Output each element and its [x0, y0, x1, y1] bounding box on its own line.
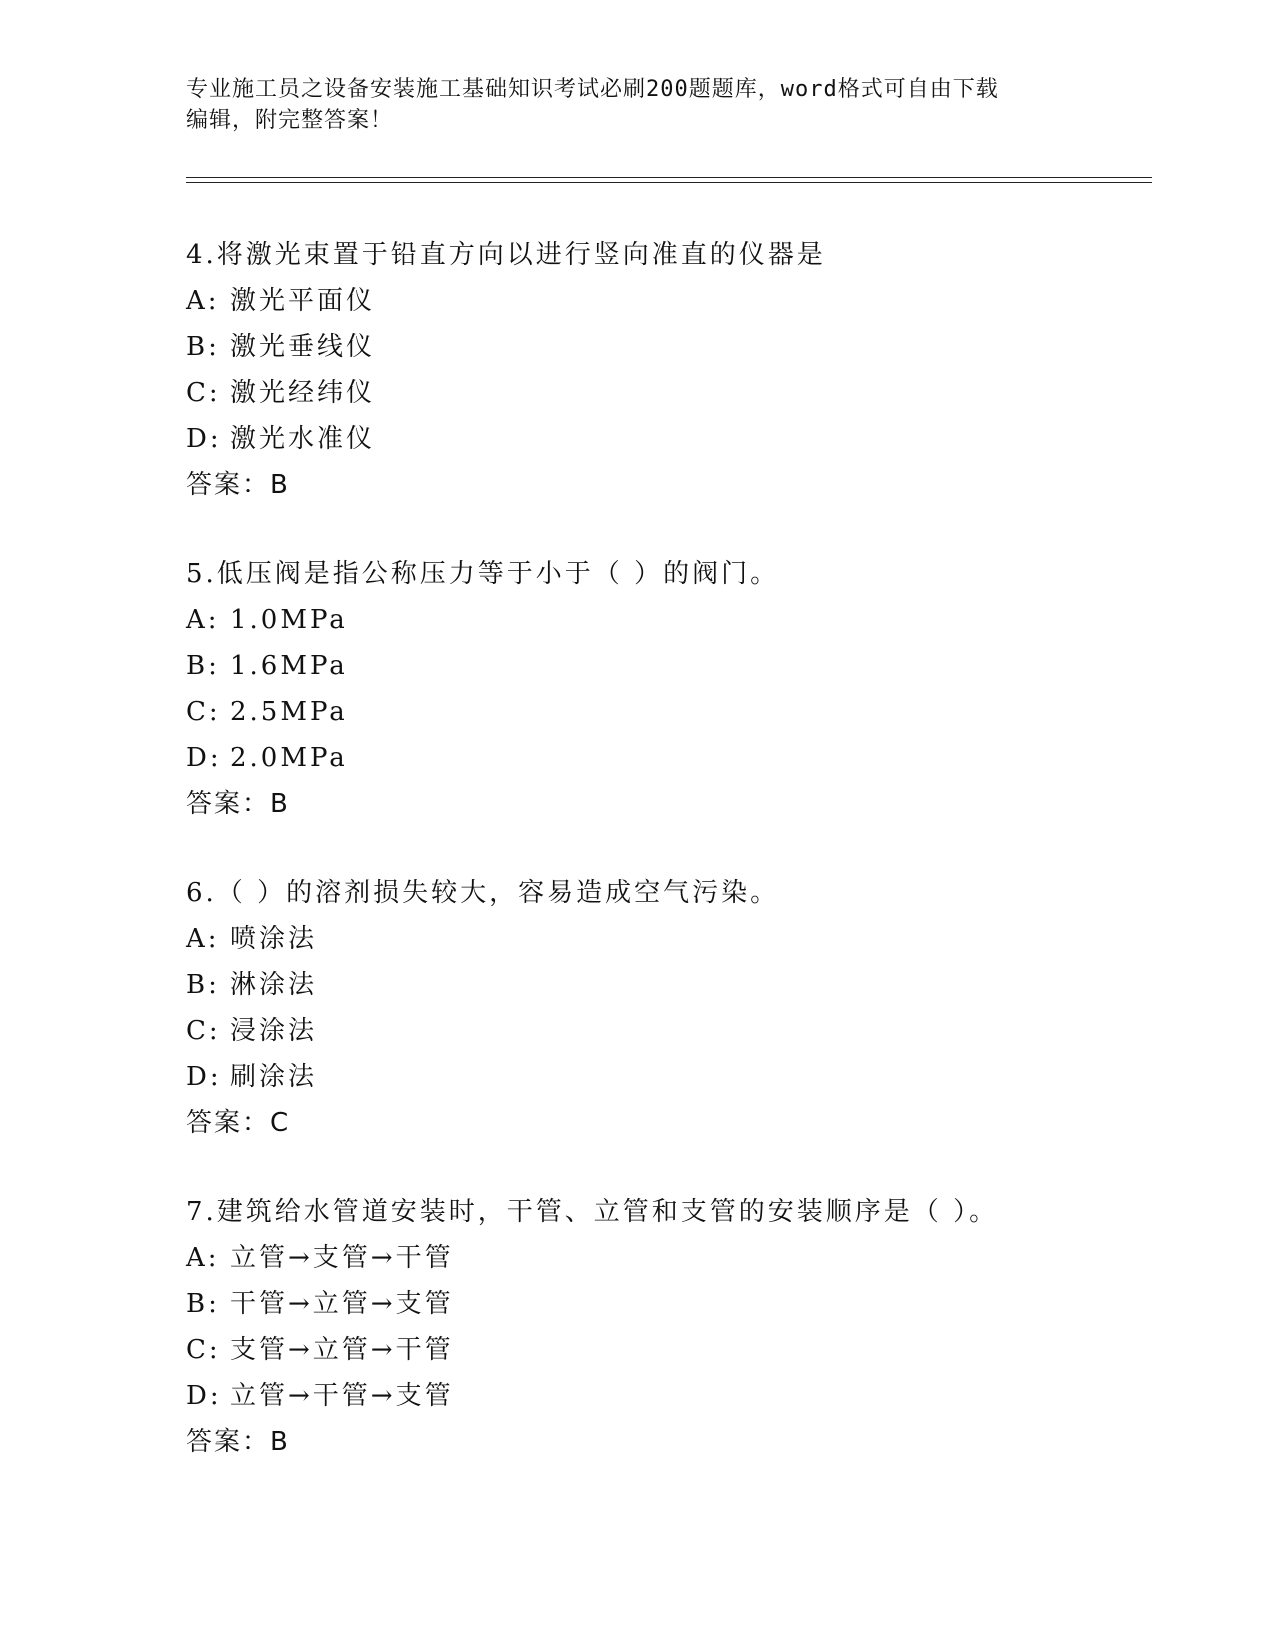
option-letter: A:: [186, 286, 220, 316]
option-letter: B:: [186, 332, 220, 362]
option-text: 立管→干管→支管: [230, 1381, 454, 1411]
question-4: [186, 232, 1136, 508]
option-d: [186, 1054, 1136, 1100]
option-letter: C:: [186, 1335, 221, 1365]
option-text: 喷涂法: [230, 924, 318, 954]
option-b: [186, 643, 1136, 689]
option-a: [186, 278, 1136, 324]
option-text: 支管→立管→干管: [230, 1335, 454, 1365]
option-letter: A:: [186, 605, 220, 635]
question-6: [186, 870, 1136, 1146]
option-text: 干管→立管→支管: [230, 1289, 454, 1319]
option-d: [186, 735, 1136, 781]
option-text: 立管→支管→干管: [230, 1243, 454, 1273]
option-letter: B:: [186, 1289, 220, 1319]
header-divider-bottom: [186, 182, 1152, 183]
option-text: 2.5MPa: [230, 697, 348, 727]
option-a: [186, 916, 1136, 962]
option-b: [186, 324, 1136, 370]
option-text: 刷涂法: [230, 1062, 318, 1092]
answer-line: 答案：B: [186, 789, 290, 819]
option-text: 激光经纬仪: [230, 378, 376, 408]
option-text: 激光平面仪: [230, 286, 376, 316]
option-c: [186, 1327, 1136, 1373]
option-letter: A:: [186, 1243, 220, 1273]
option-c: [186, 1008, 1136, 1054]
option-letter: D:: [186, 424, 222, 454]
option-letter: D:: [186, 743, 222, 773]
option-text: 激光水准仪: [230, 424, 376, 454]
question-5: [186, 551, 1136, 827]
question-title: 6.（ ）的溶剂损失较大，容易造成空气污染。: [186, 878, 780, 908]
question-title: 7.建筑给水管道安装时，干管、立管和支管的安装顺序是（ ）。: [186, 1197, 999, 1227]
option-b: [186, 1281, 1136, 1327]
question-title: 5.低压阀是指公称压力等于小于（ ）的阀门。: [186, 559, 780, 589]
option-letter: D:: [186, 1381, 222, 1411]
option-letter: C:: [186, 378, 221, 408]
option-c: [186, 689, 1136, 735]
question-7: [186, 1189, 1136, 1465]
option-text: 浸涂法: [230, 1016, 318, 1046]
answer-line: 答案：B: [186, 1427, 290, 1457]
option-d: [186, 416, 1136, 462]
option-letter: B:: [186, 651, 220, 681]
option-text: 淋涂法: [230, 970, 318, 1000]
header-line-1: 专业施工员之设备安装施工基础知识考试必刷200题题库，word格式可自由下载: [186, 77, 999, 102]
option-d: [186, 1373, 1136, 1419]
header-line-2: 编辑，附完整答案！: [186, 108, 394, 133]
option-letter: A:: [186, 924, 220, 954]
option-a: [186, 597, 1136, 643]
document-header: [186, 74, 1086, 136]
option-letter: C:: [186, 1016, 221, 1046]
question-title: 4.将激光束置于铅直方向以进行竖向准直的仪器是: [186, 240, 826, 270]
header-divider-top: [186, 177, 1152, 178]
option-letter: C:: [186, 697, 221, 727]
option-a: [186, 1235, 1136, 1281]
answer-line: 答案：C: [186, 1108, 291, 1138]
option-text: 激光垂线仪: [230, 332, 376, 362]
option-c: [186, 370, 1136, 416]
option-text: 1.6MPa: [230, 651, 348, 681]
option-letter: B:: [186, 970, 220, 1000]
option-b: [186, 962, 1136, 1008]
option-letter: D:: [186, 1062, 222, 1092]
option-text: 2.0MPa: [230, 743, 348, 773]
option-text: 1.0MPa: [230, 605, 348, 635]
answer-line: 答案：B: [186, 470, 290, 500]
